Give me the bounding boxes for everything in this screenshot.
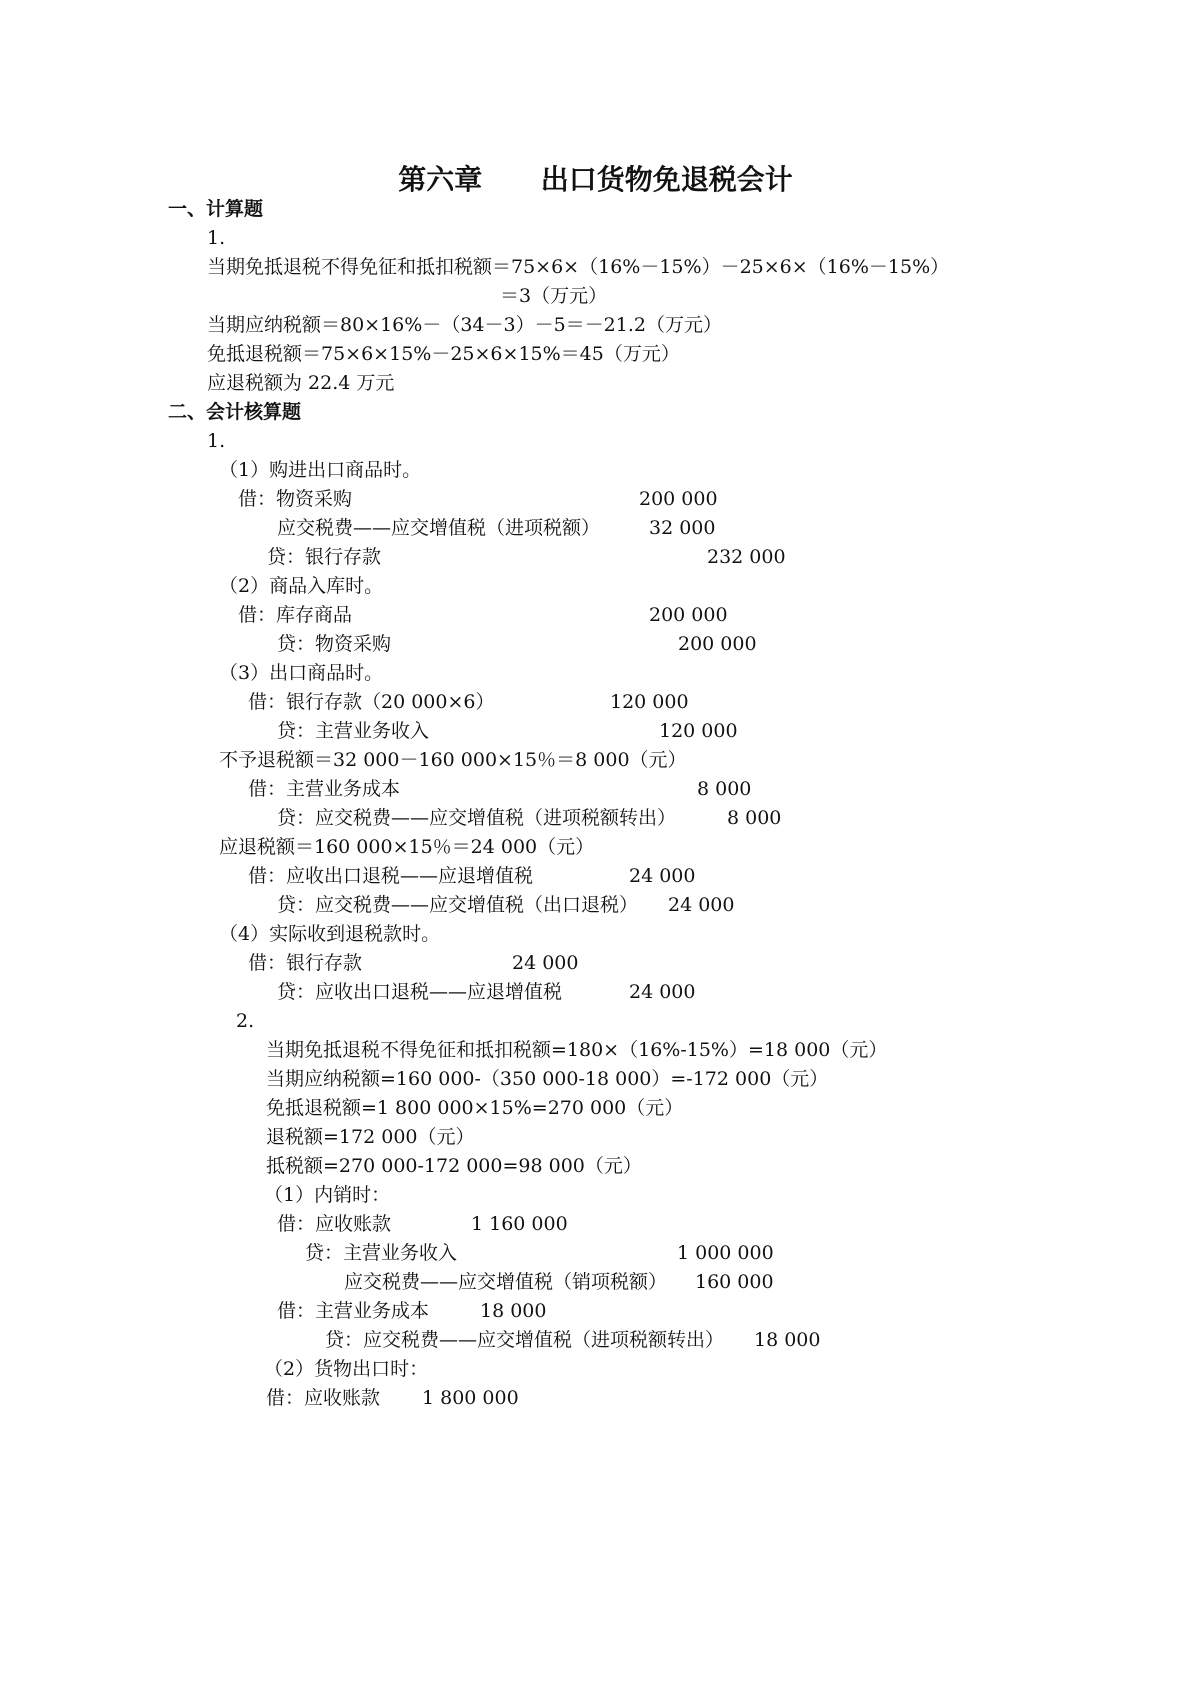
journal-entry-amount: 120 000	[659, 720, 738, 742]
formula-line: 应退税额为 22.4 万元	[207, 372, 395, 394]
journal-entry-amount: 24 000	[668, 894, 735, 916]
formula-line: 当期应纳税额＝80×16%－（34－3）－5＝－21.2（万元）	[207, 314, 722, 336]
journal-entry-text: 借：应收账款	[266, 1387, 381, 1409]
section-heading-accounting: 二、会计核算题	[168, 401, 302, 423]
journal-entry-amount: 120 000	[610, 691, 689, 713]
journal-entry-amount: 8 000	[727, 807, 782, 829]
journal-entry-amount: 200 000	[639, 488, 718, 510]
step-label: （2）商品入库时。	[219, 575, 384, 597]
journal-entry-amount: 200 000	[649, 604, 728, 626]
journal-entry-text: 贷：应交税费——应交增值税（进项税额转出）	[277, 807, 677, 829]
step-label: （1）购进出口商品时。	[219, 459, 422, 481]
step-label: （4）实际收到退税款时。	[219, 923, 441, 945]
journal-entry-text: 借：主营业务成本	[248, 778, 401, 800]
journal-entry-text: 贷：应交税费——应交增值税（出口退税）	[277, 894, 639, 916]
journal-entry-text: 借：银行存款（20 000×6）	[248, 691, 495, 713]
step-label: （1）内销时：	[264, 1184, 391, 1206]
item-number: 2.	[236, 1010, 255, 1032]
calculation-line: 当期应纳税额=160 000-（350 000-18 000）=-172 000（元）	[266, 1068, 829, 1090]
journal-entry-text: 应交税费——应交增值税（进项税额）	[277, 517, 601, 539]
journal-entry-amount: 232 000	[707, 546, 786, 568]
journal-entry-amount: 1 160 000	[471, 1213, 568, 1235]
item-number: 1.	[207, 430, 226, 452]
formula-line: 当期免抵退税不得免征和抵扣税额＝75×6×（16%－15%）－25×6×（16%－15%）	[207, 256, 950, 278]
chapter-title: 第六章 出口货物免退税会计	[398, 163, 793, 196]
calculation-line: 退税额=172 000（元）	[266, 1126, 475, 1148]
journal-entry-amount: 1 000 000	[677, 1242, 774, 1264]
calculation-line: 抵税额=270 000-172 000=98 000（元）	[266, 1155, 642, 1177]
journal-entry-text: 贷：银行存款	[267, 546, 382, 568]
journal-entry-text: 应交税费——应交增值税（销项税额）	[344, 1271, 668, 1293]
step-label: （2）货物出口时：	[264, 1358, 429, 1380]
journal-entry-amount: 24 000	[629, 865, 696, 887]
step-label: （3）出口商品时。	[219, 662, 384, 684]
journal-entry-text: 借：应收出口退税——应退增值税	[248, 865, 534, 887]
journal-entry-text: 借：应收账款	[277, 1213, 392, 1235]
journal-entry-amount: 160 000	[695, 1271, 774, 1293]
calculation-line: 免抵退税额=1 800 000×15%=270 000（元）	[266, 1097, 684, 1119]
journal-entry-text: 贷：主营业务收入	[305, 1242, 458, 1264]
journal-entry-amount: 18 000	[480, 1300, 547, 1322]
journal-entry-text: 借：银行存款	[248, 952, 363, 974]
journal-entry-amount: 24 000	[629, 981, 696, 1003]
journal-entry-amount: 24 000	[512, 952, 579, 974]
journal-entry-text: 贷：应收出口退税——应退增值税	[277, 981, 563, 1003]
journal-entry-text: 贷：主营业务收入	[277, 720, 430, 742]
journal-entry-amount: 200 000	[678, 633, 757, 655]
journal-entry-amount: 18 000	[754, 1329, 821, 1351]
journal-entry-amount: 1 800 000	[422, 1387, 519, 1409]
section-heading-calculation: 一、计算题	[168, 198, 264, 220]
journal-entry-text: 借：库存商品	[238, 604, 353, 626]
formula-line: 免抵退税额＝75×6×15%－25×6×15%＝45（万元）	[207, 343, 680, 365]
journal-entry-amount: 8 000	[697, 778, 752, 800]
calculation-line: 不予退税额＝32 000－160 000×15％＝8 000（元）	[219, 749, 687, 771]
journal-entry-text: 借：主营业务成本	[277, 1300, 430, 1322]
calculation-line: 当期免抵退税不得免征和抵扣税额=180×（16%-15%）=18 000（元）	[266, 1039, 888, 1061]
calculation-line: 应退税额＝160 000×15％＝24 000（元）	[219, 836, 595, 858]
journal-entry-text: 借：物资采购	[238, 488, 353, 510]
journal-entry-amount: 32 000	[649, 517, 716, 539]
journal-entry-text: 贷：物资采购	[277, 633, 392, 655]
journal-entry-text: 贷：应交税费——应交增值税（进项税额转出）	[325, 1329, 725, 1351]
item-number: 1.	[207, 227, 226, 249]
formula-line: ＝3（万元）	[500, 285, 608, 307]
